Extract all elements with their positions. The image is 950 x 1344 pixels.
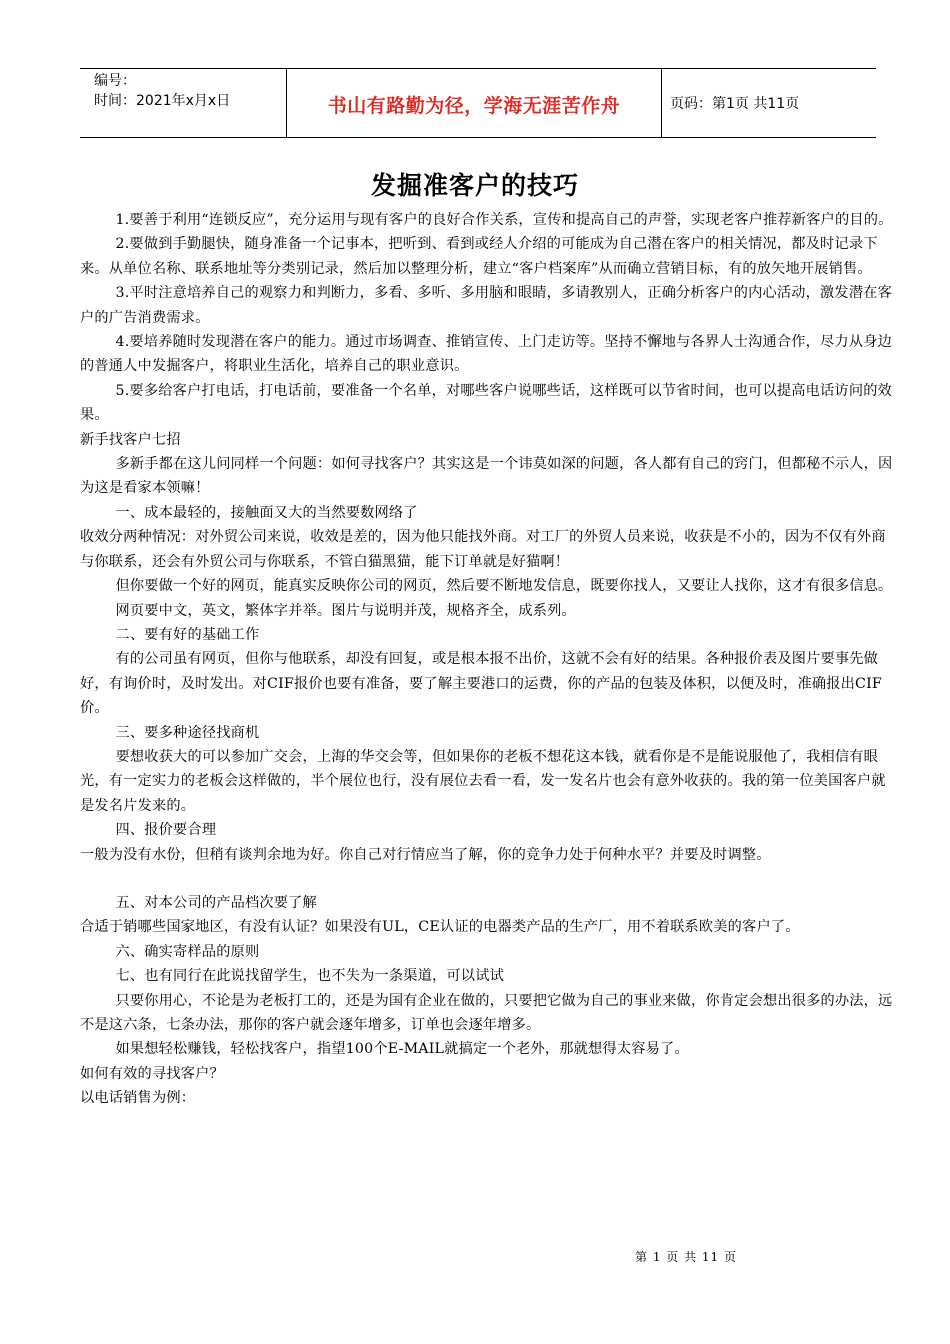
- header-meta: [80, 69, 287, 137]
- section-heading: 新手找客户七招: [80, 431, 181, 448]
- paragraph: 网页要中文，英文，繁体字并举。图片与说明并茂，规格齐全，成系列。: [115, 602, 576, 619]
- header-motto: 书山有路勤为径，学海无涯苦作舟: [327, 94, 621, 117]
- section-heading: 一、成本最轻的，接触面又大的当然要数网络了: [115, 504, 418, 521]
- page-footer: 第 1 页 共 11 页: [635, 1250, 737, 1264]
- paragraph: 4.要培养随时发现潜在客户的能力。通过市场调查、推销宣传、上门走访等。坚持不懈地与各界人士沟通合作，尽力从身边的普通人中发掘客户，将职业生活化，培养自己的职业意识。: [80, 334, 892, 375]
- paragraph: 只要你用心，不论是为老板打工的，还是为国有企业在做的，只要把它做为自己的事业来做，你肯定会想出很多的办法，远不是这六条，七条办法，那你的客户就会逐年增多，订单也会逐年增多。: [80, 992, 893, 1033]
- paragraph: 一般为没有水份，但稍有谈判余地为好。你自己对行情应当了解，你的竞争力处于何种水平？并要及时调整。: [80, 846, 771, 863]
- paragraph: 多新手都在这儿问同样一个问题：如何寻找客户？其实这是一个讳莫如深的问题，各人都有自己的窍门，但都秘不示人，因为这是看家本领嘛！: [80, 456, 893, 497]
- document-body: [80, 208, 896, 1111]
- paragraph: 1.要善于利用“连锁反应”，充分运用与现有客户的良好合作关系，宣传和提高自己的声誉，实现老客户推荐新客户的目的。: [115, 212, 893, 228]
- document-time-label: 时间：2021年x月x日: [94, 93, 231, 109]
- paragraph: 2.要做到手勤腿快，随身准备一个记事本，把听到、看到或经人介绍的可能成为自己潜在客户的相关情况，都及时记录下来。从单位名称、联系地址等分类别记录，然后加以整理分析，建立“客户档案库”从而确立营销目标，有的放矢地开展销售。: [80, 236, 878, 277]
- section-heading: 三、要多种途径找商机: [115, 724, 260, 741]
- paragraph: 有的公司虽有网页，但你与他联系，却没有回复，或是根本报不出价，这就不会有好的结果。各种报价表及图片要事先做好，有询价时，及时发出。对CIF报价也要有准备，要了解主要港口的运费，你的产品的包装及体积，以便及时，准确报出CIF价。: [80, 651, 882, 717]
- document-header: [80, 68, 876, 138]
- document-number-label: 编号：: [94, 73, 136, 89]
- section-heading: 六、确实寄样品的原则: [115, 943, 260, 960]
- paragraph: 要想收获大的可以参加广交会，上海的华交会等，但如果你的老板不想花这本钱，就看你是不是能说服他了，我相信有眼光，有一定实力的老板会这样做的，半个展位也行，没有展位去看一看，发一发名片也会有意外收获的。我的第一位美国客户就是发名片发来的。: [80, 748, 886, 814]
- paragraph: 如果想轻松赚钱，轻松找客户，指望100个E-MAIL就搞定一个老外，那就想得太容易了。: [115, 1041, 689, 1058]
- paragraph: 合适于销哪些国家地区，有没有认证？如果没有UL，CE认证的电器类产品的生产厂，用不着联系欧美的客户了。: [80, 919, 800, 936]
- paragraph: 收效分两种情况：对外贸公司来说，收效是差的，因为他只能找外商。对工厂的外贸人员来说，收获是不小的，因为不仅有外商与你联系，还会有外贸公司与你联系，不管白猫黑猫，能下订单就是好猫啊！: [80, 529, 886, 570]
- section-heading: 七、也有同行在此说找留学生，也不失为一条渠道，可以试试: [115, 968, 504, 985]
- header-page-info: 页码：第1页 共11页: [670, 96, 800, 112]
- paragraph: 5.要多给客户打电话，打电话前，要准备一个名单，对哪些客户说哪些话，这样既可以节省时间，也可以提高电话访问的效果。: [80, 382, 892, 424]
- section-heading: 四、报价要合理: [115, 822, 217, 839]
- document-title: 发掘准客户的技巧: [370, 171, 579, 200]
- paragraph: 3.平时注意培养自己的观察力和判断力，多看、多听、多用脑和眼睛，多请教别人，正确分析客户的内心活动，激发潜在客户的广告消费需求。: [80, 285, 892, 326]
- section-heading: 五、对本公司的产品档次要了解: [115, 894, 317, 911]
- section-heading: 如何有效的寻找客户？: [80, 1065, 224, 1082]
- section-heading: 二、要有好的基础工作: [115, 626, 260, 643]
- header-motto-cell: [287, 69, 662, 137]
- paragraph: 但你要做一个好的网页，能真实反映你公司的网页，然后要不断地发信息，既要你找人，又要让人找你，这才有很多信息。: [115, 578, 893, 595]
- paragraph: 以电话销售为例：: [80, 1090, 196, 1107]
